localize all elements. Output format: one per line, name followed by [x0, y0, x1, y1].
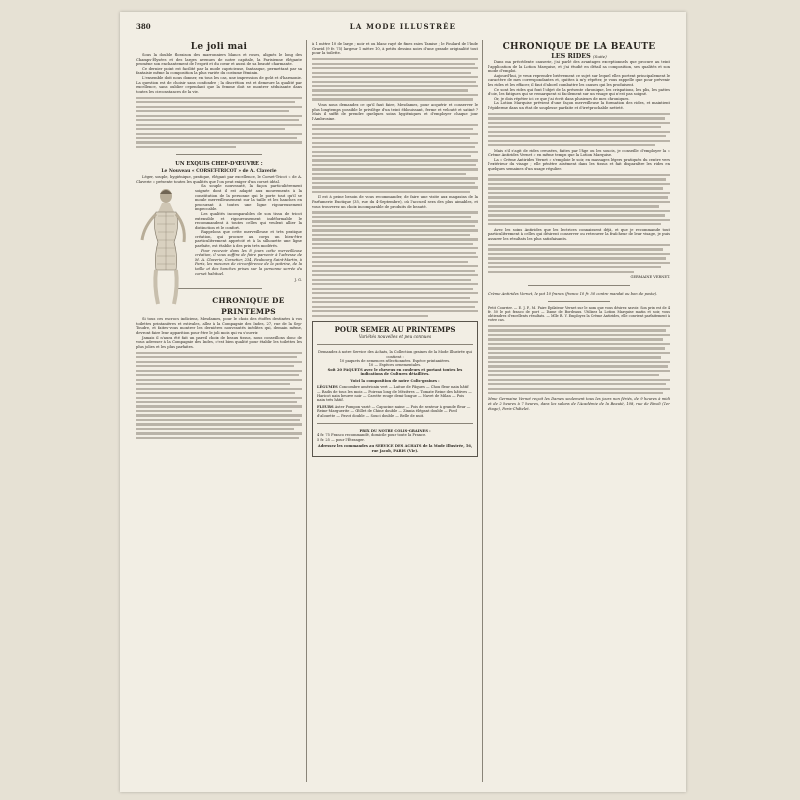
- advert-divider: [317, 344, 473, 345]
- corset-illustration: [136, 186, 190, 306]
- body-text-lines: [312, 58, 478, 101]
- advert-price: 5 fr. 25 — pour l'Étranger.: [317, 437, 365, 442]
- article-paragraph: Mais s'il s'agit de rides creusées, faites par l'âge ou les soucis, je conseille d'employer la « Crème Antirides Vernet » en même temps que la Lotion Marquise.: [488, 148, 670, 158]
- article-paragraph: L'ensemble doit nous donner, en tous les cas, une impression de goût et d'harmonie. La question est de choisir sans confondre ; la discrétion est et demeure la qualité par excellence, sans oublier cependant que la femme doit se montrer séduisante dans toutes les circonstances de la vie.: [136, 75, 302, 94]
- article-paragraph: à 1 mètre 10 de large ; noir et ou blanc rayé de fines raies Tamise ; le Foulard de l'Inde Gravid (9 fr. 75) largeur 1 mètre 10, à petits dessins noirs d'une grande originalité tout pour la toilette.: [312, 42, 478, 56]
- article-paragraph: Avec les soins Antirides que les lectrices connaissent déjà, et que je recommande tout particulièrement à celles qui désirent conserver ou retrouver la fraîcheur de leur visage, je puis assurer les résultats les plus satisfaisants.: [488, 227, 670, 241]
- article-paragraph: Léger, souple, hygiénique, pratique, élégant par excellence, le Corset-Tricot « de A. Claverie » présente toutes les qualités que l'on peut exiger d'un corset idéal.: [136, 175, 302, 184]
- petit-courrier: Petit Courrier. — E. J. P., M. Faire Epilateur Vernet sur le nom que vous désirez savoir. Son prix est de 4 fr. 50 le pot franco de port — Dame de Bordeaux. Utilisez la Lotion Marquise matin et soir, vous obtiendrez d'excellents résultats. — Mlle R. Y. Employez la Crème Antirides, elle convient parfaitement à votre cas.: [488, 305, 670, 323]
- body-text-lines: [488, 113, 670, 147]
- magazine-page: [120, 12, 686, 792]
- advert-list: Aster Pompon varié — Capucine naine — Pois de senteur à grande fleur — Reine-Marguerite — Œillet de Chine double — Zinnia élégant double — Pied d'alouette — Pavot double — Souci double — Belle de nuit.: [317, 404, 471, 418]
- body-text-lines: [488, 325, 670, 394]
- article-paragraph: La Lotion Marquise prévient d'une façon merveilleuse la formation des rides, et maintient l'épiderme dans un état de souplesse parfaite et d'irréprochable netteté.: [488, 101, 670, 110]
- article-paragraph: Dans ma précédente causerie, j'ai parlé des avantages exceptionnels que procure au teint l'application de la Lotion Marquise, et j'ai étudié en détail sa composition, ses qualités et son mode d'emploi.: [488, 60, 670, 74]
- column-rule: [482, 40, 483, 782]
- article-paragraph: Aujourd'hui, je veux reprendre brièvement ce sujet sur lequel elles portent principalement le caractère de mes correspondantes et, quittes à m'y répéter, je vous rappelle que pour prévenir les rides et les effacer, il faut d'abord combattre les causes qui les produisent.: [488, 73, 670, 87]
- article-subtitle-text: LES RIDES: [551, 52, 591, 60]
- advert-title: POUR SEMER AU PRINTEMPS: [334, 324, 456, 334]
- body-text-lines: [312, 124, 478, 193]
- article-paragraph: Sous la double floraison des marronniers blancs et roses, alignés le long des Champs-Élysées et des larges avenues de notre capitale, la Parisienne élégante promène son enchantement de l'esprit et du cœur et aussi de sa beauté charmante.: [136, 53, 302, 67]
- article-title: Le joli mai: [190, 42, 248, 52]
- article-paragraph: Pour recevoir dans les 8 jours cette merveilleuse création, il vous suffira de faire parvenir à l'adresse de M. A. Claverie, Corsetier, 234, Faubourg Saint-Martin, à Paris, les mesures de circonférence de la poitrine, de la taille et des hanches prises sur la personne serrée du corset habituel.: [195, 248, 302, 276]
- article-paragraph: Il est à peine besoin de vous recommander, de faire une visite aux magasins de la Parfumerie Exotique (35, rue du 4-Septembre), où l'accueil sera des plus aimables, et vous trouverez un choix incomparable de produits de beauté.: [312, 195, 478, 209]
- body-text-lines: [488, 174, 670, 226]
- article-subtitle-note: (Suite): [593, 54, 607, 59]
- journal-name: LA MODE ILLUSTRÉE: [349, 22, 457, 31]
- body-text-lines: [136, 352, 302, 439]
- column-middle: [312, 42, 478, 786]
- advert-box: [312, 321, 478, 457]
- section-divider: [176, 154, 262, 155]
- section-divider: [528, 285, 630, 286]
- advert-category-label: LÉGUMES: [317, 385, 338, 390]
- article-paragraph: Jamais il n'aura été fait un pareil choix de beaux tissus, nous conseillons donc de vous adresser à la Compagnie des Indes, c'est bien qualité pour établir les toilettes les plus jolies et les plus parfaites.: [136, 335, 302, 349]
- product-note: Crème Antirides Vernet, le pot 10 francs (franco 10 fr. 50 contre mandat ou bon de poste).: [488, 292, 658, 297]
- advert-address: Adressez les commandes au SERVICE DES ACHATS de la Mode Illustrée, 56, rue Jacob, PARIS (VIe).: [317, 444, 473, 453]
- article-paragraph: Vous nous demandez ce qu'il faut faire, Mesdames, pour acquérir et conserver le plus longtemps possible le privilège d'un teint éblouissant, ferme et velouté et satiné ? Mais il suffit de prendre quelques soins hygiéniques et d'employer chaque jour l'Ambrosine.: [312, 102, 478, 121]
- advert-divider: [317, 423, 473, 424]
- article-signature: J. G.: [294, 278, 302, 283]
- column-right: [488, 42, 670, 786]
- article-paragraph: La « Crème Antirides Vernet » s'emploie le soir, en massages légers pratiqués du centre vers l'extérieur du visage ; elle pénètre aisément dans les tissus et fait disparaître les rides en quelques semaines d'un usage régulier.: [488, 157, 670, 172]
- advert-list: Concombre américain vert — Laitue de Pâques — Chou fleur nain hâtif — Radis de tous les mois — Poireau long de Mézières — Tomate Reine des hâtives — Haricot nain beurre noir — Carotte rouge demi-longue — Navet de Milan — Pois nain très hâtif.: [317, 385, 472, 403]
- article-paragraph: Ce dernier point est facilité par la mode capricieuse, fantasque, permettant par sa fantaisie même la composition la plus variée du costume féminin.: [136, 66, 302, 76]
- article-paragraph: Sa souple nouveauté, la façon particulièrement soignée dont il est adapté aux mouvements à la constitution de la personne qui le porte tout qu'il se moule merveilleusement sur la taille et les hanches en procurant à toutes une ligne rigoureusement impeccable.: [195, 184, 302, 212]
- article-paragraph: Si tous ces escrocs indiciens, Mesdames, pour le chois des étoffes destinées à vos toilettes printanières et estivales, allez à la Compagnie des Indes, 27, rue de la Sep-Toudre, et faites-vous montrer les dernières nouveautés inédites qui, demain même, devront faire leur apparition pour être le joli mois qui va s'ouvrir.: [136, 317, 302, 335]
- body-text-lines: [488, 244, 670, 273]
- advert-line: Voici la composition de notre Colis-graines :: [350, 378, 440, 383]
- article-title: CHRONIQUE DE LA BEAUTÉ: [502, 42, 656, 52]
- advert-price: 4 fr. 75 Franco recommandé, domicile pour toute la France.: [317, 433, 427, 438]
- column-rule: [306, 40, 307, 782]
- section-divider: [548, 301, 610, 302]
- running-header: [136, 22, 670, 34]
- body-text-lines: [312, 211, 478, 316]
- advert-line: 10 — Espèces ornementales.: [368, 363, 422, 368]
- advert-price-title: PRIX DU NOTRE COLIS-GRAINES :: [359, 428, 431, 433]
- article-subtitle: [488, 53, 670, 60]
- advert-line: 10 paquets de semences sélectionnées. Espèce printanières.: [339, 359, 451, 364]
- advert-category-label: FLEURS: [317, 404, 334, 409]
- article-title: UN EXQUIS CHEF-D'ŒUVRE :: [175, 161, 263, 168]
- article-title: CHRONIQUE DE PRINTEMPS: [212, 296, 285, 317]
- page-number: 380: [136, 22, 151, 31]
- article-paragraph: Les qualités incomparables de son tissu de tricot extensible et rigoureusement indéformable le recommandent à toutes celles qui veulent allier la distinction et le confort.: [195, 211, 302, 230]
- article-paragraph: Rappelons que cette merveilleuse et très pratique création, qui procure au corps un bien-être particulièrement apprécié et à la silhouette une ligne parfaite, est établie à des prix très modérés.: [195, 230, 302, 249]
- article-subtitle: Le Nouveau « CORSET-TRICOT » de A. Claverie: [161, 169, 277, 175]
- closing-note: Mme Germaine Vernet reçoit les Dames seulement tous les jours non fériés, de 9 heures à midi et de 2 heures à 7 heures, dans les salons de l'Académie de la Beauté, 108, rue de Rivoli (1er étage), Paris-Châtelet.: [488, 397, 670, 411]
- advert-subtitle: Variétés nouvelles et peu connues: [358, 333, 432, 339]
- advert-line: Soit 20 PAQUETS avec le cheveux en couleurs et portant toutes les indications de Cultures détaillées.: [327, 367, 463, 377]
- article-paragraph: Ce sont les rides qui font l'objet de la présente chronique, les crispations, les plis, les pattes d'oie, les fatigues qui se remarquent si facilement sur un visage qui n'est pas soigné.: [488, 87, 670, 97]
- article-signature: GERMAINE VERNET.: [630, 275, 670, 280]
- body-text-lines: [136, 97, 302, 149]
- article-paragraph: Or, je dois répéter ici ce que j'ai écrit dans plusieurs de mes chroniques.: [494, 96, 630, 101]
- column-left: [136, 42, 302, 786]
- advert-line: Demandez à notre Service des Achats, la Collection graines de la Mode Illustrée qui contient :: [318, 350, 472, 359]
